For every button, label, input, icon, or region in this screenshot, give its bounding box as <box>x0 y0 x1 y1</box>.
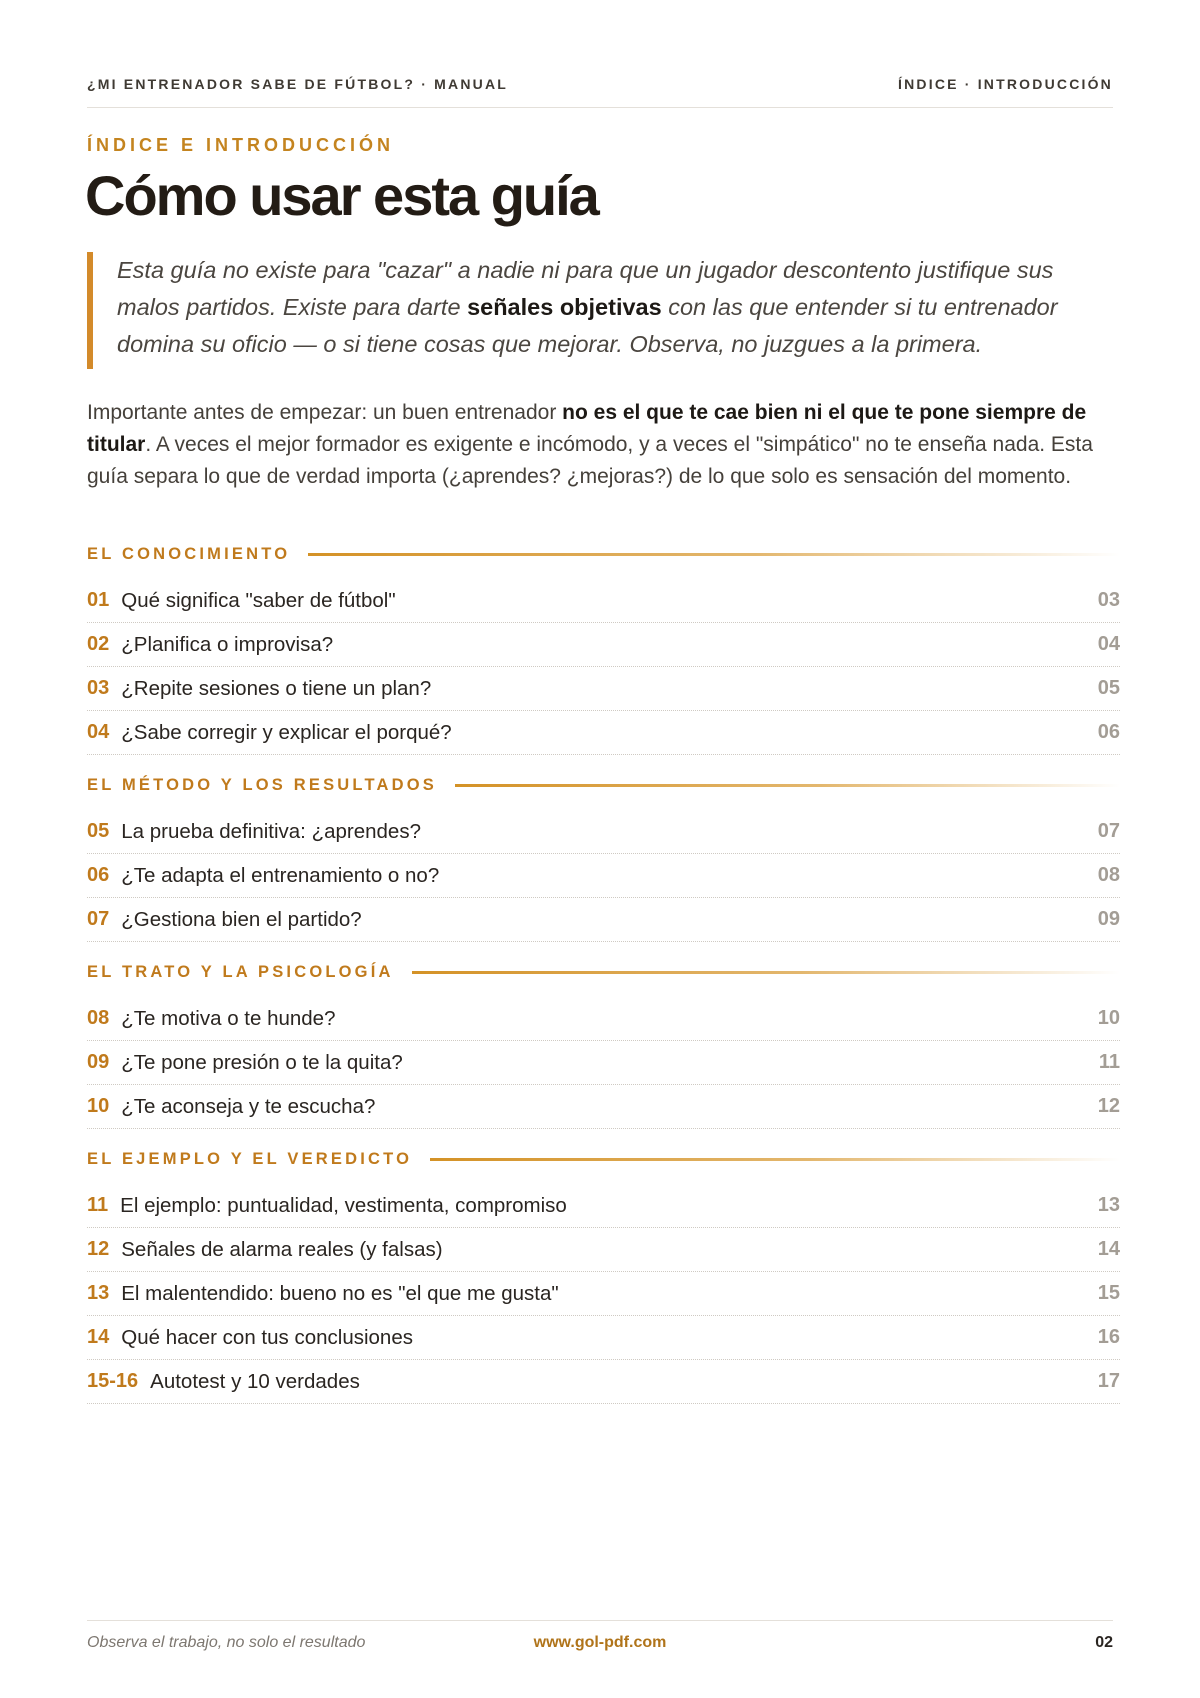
toc-entry-title: Qué hacer con tus conclusiones <box>121 1325 413 1349</box>
toc-entry-title: ¿Repite sesiones o tiene un plan? <box>121 676 432 700</box>
toc-entry-page: 12 <box>1097 1095 1120 1117</box>
toc-entry-title: ¿Te pone presión o te la quita? <box>121 1050 403 1074</box>
page-footer <box>87 1620 1113 1664</box>
toc-entry[interactable] <box>87 1085 1120 1129</box>
toc-entry-page: 09 <box>1097 908 1120 930</box>
toc-entry[interactable] <box>87 810 1120 854</box>
header-section-name: ÍNDICE · INTRODUCCIÓN <box>898 76 1113 92</box>
quote-emphasis: señales objetivas <box>467 294 662 320</box>
pull-quote-text <box>117 252 1113 363</box>
toc-entry[interactable] <box>87 1360 1120 1404</box>
toc-entry-number: 01 <box>87 589 110 611</box>
toc-section <box>87 769 1120 942</box>
toc-entry-number: 09 <box>87 1051 110 1073</box>
toc-entry[interactable] <box>87 1316 1120 1360</box>
toc-entry-title: La prueba definitiva: ¿aprendes? <box>121 819 421 843</box>
toc-entry-title: ¿Te motiva o te hunde? <box>121 1006 336 1030</box>
toc-entry-number: 06 <box>87 864 110 886</box>
toc-entry-title: El malentendido: bueno no es "el que me gusta" <box>121 1281 559 1305</box>
toc-entry[interactable] <box>87 667 1120 711</box>
toc-entry-number: 11 <box>87 1194 109 1216</box>
toc-entry[interactable] <box>87 1272 1120 1316</box>
section-divider-line <box>455 784 1120 787</box>
toc-section-header <box>87 538 1120 570</box>
toc-entry[interactable] <box>87 623 1120 667</box>
toc-section-title: EL MÉTODO Y LOS RESULTADOS <box>87 775 437 794</box>
toc-entry-number: 04 <box>87 721 110 743</box>
toc-section-title: EL TRATO Y LA PSICOLOGÍA <box>87 962 394 981</box>
toc-entry-title: ¿Sabe corregir y explicar el porqué? <box>121 720 452 744</box>
section-divider-line <box>430 1158 1120 1161</box>
toc-section <box>87 1143 1120 1404</box>
toc-entry-title: ¿Te adapta el entrenamiento o no? <box>121 863 440 887</box>
toc-entry[interactable] <box>87 711 1120 755</box>
toc-entry-title: Autotest y 10 verdades <box>150 1369 360 1393</box>
footer-page-number: 02 <box>1095 1633 1113 1651</box>
toc-entry-page: 06 <box>1097 721 1120 743</box>
toc-entry-number: 12 <box>87 1238 110 1260</box>
toc-entry-number: 03 <box>87 677 110 699</box>
page-title: Cómo usar esta guía <box>85 164 598 227</box>
toc-entry-number: 14 <box>87 1326 110 1348</box>
toc-entry-title: Qué significa "saber de fútbol" <box>121 588 396 612</box>
toc-entry-number: 05 <box>87 820 110 842</box>
section-divider-line <box>412 971 1120 974</box>
toc-entry[interactable] <box>87 1184 1120 1228</box>
toc-section-title: EL CONOCIMIENTO <box>87 544 291 563</box>
toc-section-header <box>87 956 1120 988</box>
toc-entry-number: 10 <box>87 1095 110 1117</box>
toc-entry[interactable] <box>87 579 1120 623</box>
intro-text-end: . A veces el mejor formador es exigente e incómodo, y a veces el "simpático" no te enseña nada. Esta guía separa lo que de verdad importa (¿aprendes? ¿mejoras?) de lo que solo es sensación del momento. <box>87 433 1093 488</box>
toc-entry-page: 17 <box>1097 1370 1120 1392</box>
toc-entry-page: 03 <box>1097 589 1120 611</box>
intro-paragraph <box>87 397 1117 493</box>
toc-entry[interactable] <box>87 898 1120 942</box>
toc-entry-page: 08 <box>1097 864 1120 886</box>
pull-quote <box>87 252 1113 369</box>
toc-entry-page: 04 <box>1097 633 1120 655</box>
toc-entry-page: 10 <box>1097 1007 1120 1029</box>
toc-entry[interactable] <box>87 854 1120 898</box>
quote-text-start: Esta guía no existe para "cazar" a nadie ni para que un jugador descontento justifique sus malos partidos. Existe para darte <box>117 257 1054 320</box>
intro-emphasis: no es el que te cae bien ni el que te pone siempre de titular <box>87 401 1087 456</box>
toc-section-title: EL EJEMPLO Y EL VEREDICTO <box>87 1149 413 1168</box>
toc-entry-page: 05 <box>1097 677 1120 699</box>
toc-section <box>87 538 1120 755</box>
running-header <box>87 76 1113 108</box>
toc-entry-number: 13 <box>87 1282 110 1304</box>
toc-entry-page: 07 <box>1097 820 1120 842</box>
section-divider-line <box>308 553 1120 556</box>
toc-entry-title: ¿Te aconseja y te escucha? <box>121 1094 376 1118</box>
footer-tagline: Observa el trabajo, no solo el resultado <box>87 1633 366 1651</box>
toc-entry-number: 02 <box>87 633 110 655</box>
toc-entry-page: 13 <box>1097 1194 1120 1216</box>
toc-entry-page: 14 <box>1097 1238 1120 1260</box>
quote-text-end: con las que entender si tu entrenador domina su oficio — o si tiene cosas que mejorar. Observa, no juzgues a la primera. <box>117 294 1058 357</box>
toc-entry-title: ¿Planifica o improvisa? <box>121 632 334 656</box>
toc-section-header <box>87 1143 1120 1175</box>
header-manual-title: ¿MI ENTRENADOR SABE DE FÚTBOL? · MANUAL <box>87 76 509 92</box>
toc-entry-title: Señales de alarma reales (y falsas) <box>121 1237 443 1261</box>
table-of-contents <box>87 538 1120 1418</box>
toc-entry-page: 15 <box>1097 1282 1120 1304</box>
toc-entry[interactable] <box>87 997 1120 1041</box>
toc-entry-number: 07 <box>87 908 110 930</box>
toc-section <box>87 956 1120 1129</box>
toc-section-header <box>87 769 1120 801</box>
toc-entry[interactable] <box>87 1228 1120 1272</box>
toc-entry[interactable] <box>87 1041 1120 1085</box>
toc-entry-number: 08 <box>87 1007 110 1029</box>
section-kicker: ÍNDICE E INTRODUCCIÓN <box>87 135 395 155</box>
intro-text-start: Importante antes de empezar: un buen entrenador <box>87 401 563 424</box>
toc-entry-number: 15-16 <box>87 1370 139 1392</box>
toc-entry-page: 16 <box>1097 1326 1120 1348</box>
toc-entry-title: El ejemplo: puntualidad, vestimenta, compromiso <box>120 1193 567 1217</box>
toc-entry-page: 11 <box>1098 1051 1120 1073</box>
toc-entry-title: ¿Gestiona bien el partido? <box>121 907 362 931</box>
footer-website-link[interactable]: www.gol-pdf.com <box>533 1633 667 1651</box>
